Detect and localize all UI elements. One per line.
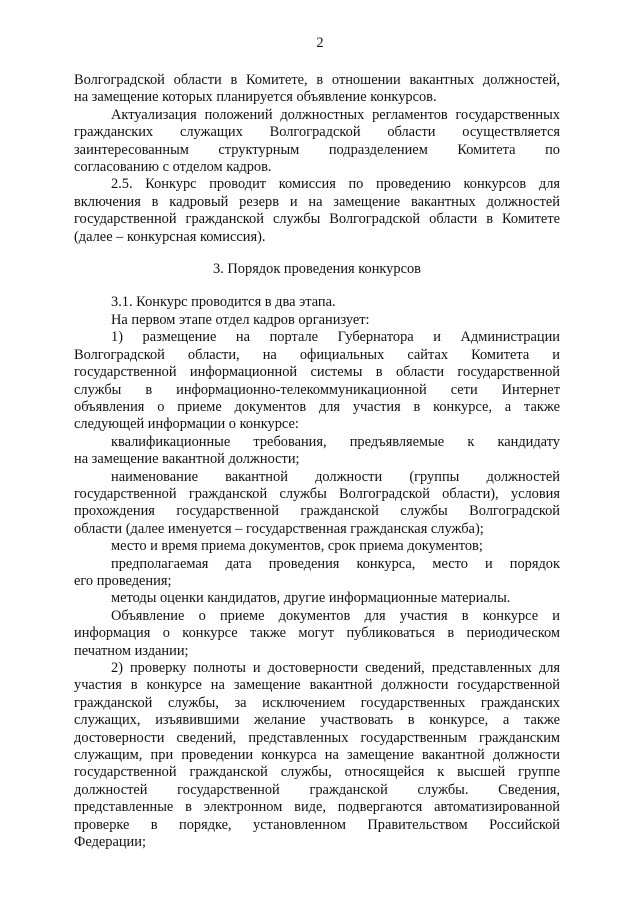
text-line: государственной гражданской службы, относящейся к высшей группе [74,764,560,781]
text-line: согласованию с отделом кадров. [74,159,272,176]
text-line: должностей государственной гражданской службы. Сведения, [74,781,560,798]
text-line: квалификационные требования, предъявляемые к кандидату [111,433,560,450]
text-line: проверке в порядке, установленном Правительством Российской [74,816,560,833]
text-line: методы оценки кандидатов, другие информационные материалы. [111,590,511,607]
text-line: служащих, изъявившими желание участвовать в конкурсе, а также [74,712,560,729]
text-line: представленные в электронном виде, подвергаются автоматизированной [74,799,560,816]
text-line: государственной информационной системы в области государственной [74,364,560,381]
text-line: области (далее именуется – государственная гражданская служба); [74,520,484,537]
text-line: прохождения государственной гражданской службы Волгоградской [74,503,560,520]
text-line: его проведения; [74,572,172,589]
text-line: службы в информационно-телекоммуникационной сети Интернет [74,381,560,398]
text-line: заинтересованным структурным подразделением Комитета по [74,141,560,158]
text-line: гражданской службы, за исключением государственных гражданских [74,694,560,711]
text-line: Объявление о приеме документов для участия в конкурсе и [111,607,560,624]
document-body [74,72,560,851]
text-line: на замещение которых планируется объявление конкурсов. [74,89,437,106]
text-line: государственной гражданской службы Волгоградской области в Комитете [74,211,560,228]
text-line: 2) проверку полноты и достоверности сведений, представленных для [111,660,560,676]
text-line: на замещение вакантной должности; [74,451,300,468]
text-line: печатном издании; [74,642,189,659]
text-line: Волгоградской области, на официальных сайтах Комитета и [74,346,560,363]
text-line: информация о конкурсе также могут публиковаться в периодическом [74,625,560,642]
text-line: государственной гражданской службы Волгоградской области), условия [74,485,560,502]
text-line: 3.1. Конкурс проводится в два этапа. [111,294,336,311]
text-line: участия в конкурсе на замещение вакантной должности государственной [74,677,560,694]
text-line: включения в кадровый резерв и на замещение вакантных должностей [74,193,560,210]
text-line: следующей информации о конкурсе: [74,416,299,433]
text-line: предполагаемая дата проведения конкурса, место и порядок [111,555,560,572]
text-line: Актуализация положений должностных регламентов государственных [111,106,560,123]
page-number: 2 [316,35,324,51]
text-line: Федерации; [74,834,146,851]
section-heading: 3. Порядок проведения конкурсов [213,261,421,278]
text-line: достоверности сведений, представленных государственным гражданским [74,729,560,746]
text-line: Волгоградской области в Комитете, в отношении вакантных должностей, [74,72,560,88]
text-line: (далее – конкурсная комиссия). [74,228,266,245]
text-line: На первом этапе отдел кадров организует: [111,311,370,328]
text-line: наименование вакантной должности (группы должностей [111,468,560,485]
text-line: 1) размещение на портале Губернатора и Администрации [111,329,560,346]
text-line: 2.5. Конкурс проводит комиссия по проведению конкурсов для [111,176,560,193]
text-line: место и время приема документов, срок приема документов; [111,538,483,555]
text-line: гражданских служащих Волгоградской области осуществляется [74,124,560,141]
text-line: служащим, при проведении конкурса на замещение вакантной должности [74,747,560,764]
text-line: объявления о приеме документов для участия в конкурсе, а также [74,398,560,415]
